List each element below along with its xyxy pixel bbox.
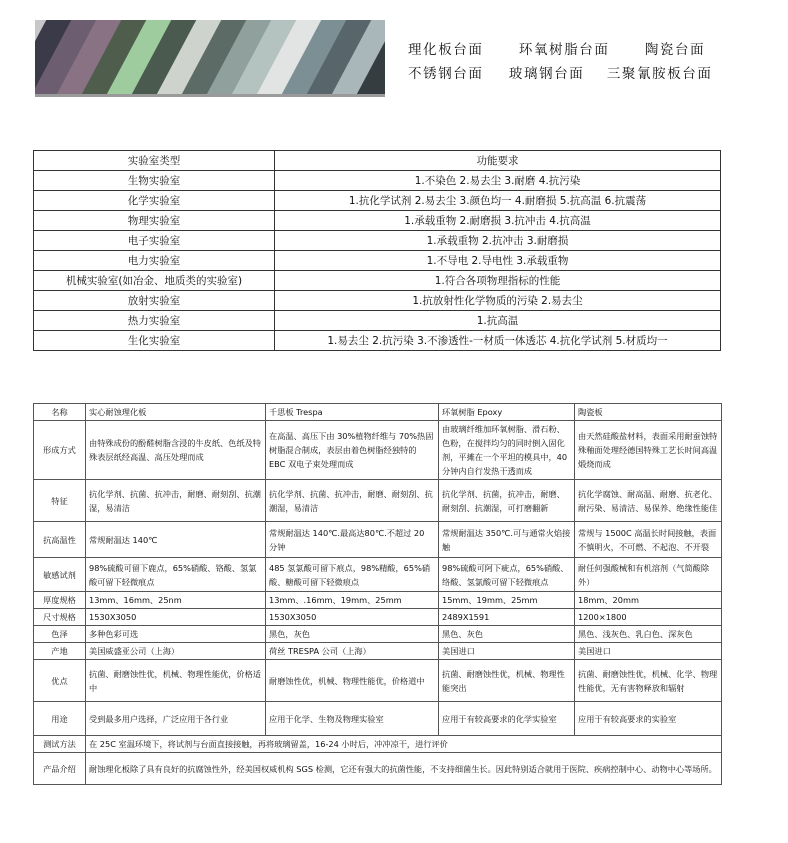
row-label: 抗高温性 — [34, 522, 86, 558]
title-stainless: 不锈钢台面 — [408, 66, 484, 82]
value-cell: 由天然硅酸盐材料，表面采用耐蚕蚀特殊釉面处理经德国特殊工艺长时间高温煅烧而成 — [575, 421, 722, 480]
title-melamine: 三聚氰胺板台面 — [606, 66, 713, 82]
value-cell: 荷丝 TRESPA 公司（上海） — [266, 643, 439, 660]
material-comparison-table — [33, 403, 722, 785]
table-row — [34, 522, 722, 558]
value-cell: 2489X1591 — [439, 609, 575, 626]
title-row-1 — [408, 38, 738, 62]
table-row — [34, 311, 721, 331]
value-cell: 抗化学剂、抗菌、抗冲击，耐磨、耐刻刮、抗潮湿，易清洁 — [86, 480, 266, 522]
title-ceramic: 陶瓷台面 — [644, 42, 706, 58]
value-cell: 常规耐温达 350℃.可与通常火焰接触 — [439, 522, 575, 558]
table-row — [34, 271, 721, 291]
value-cell: 抗菌、耐磨蚀性优，机械、物理性能突出 — [439, 660, 575, 702]
requirement-cell: 1.承载重物 2.抗冲击 3.耐磨损 — [275, 231, 721, 251]
table-row — [34, 660, 722, 702]
table-row — [34, 643, 722, 660]
test-method-row — [34, 736, 722, 753]
value-cell: 1530X3050 — [86, 609, 266, 626]
header-cell: 实心耐蚀理化板 — [86, 404, 266, 421]
intro-row — [34, 753, 722, 785]
value-cell: 13mm、16mm、25nm — [86, 592, 266, 609]
value-cell: 应用于化学、生物及物理实验室 — [266, 702, 439, 736]
value-cell: 常规耐温达 140℃.最高达80℃.不超过 20 分钟 — [266, 522, 439, 558]
table-row — [34, 480, 722, 522]
table-row — [34, 251, 721, 271]
lab-type-cell: 热力实验室 — [34, 311, 275, 331]
table-row — [34, 592, 722, 609]
test-method-text: 在 25C 室温环境下，将试剂与台面直接接触，再将玻璃留盖，16-24 小时后，冲冲凉干，进行评价 — [86, 736, 722, 753]
row-label: 形成方式 — [34, 421, 86, 480]
lab-type-cell: 生物实验室 — [34, 171, 275, 191]
value-cell: 黑色、浅灰色、乳白色、深灰色 — [575, 626, 722, 643]
header-cell: 环氧树脂 Epoxy — [439, 404, 575, 421]
lab-type-cell: 机械实验室(如冶金、地质类的实验室) — [34, 271, 275, 291]
title-frp: 玻璃钢台面 — [508, 66, 585, 82]
title-row-2 — [408, 62, 738, 86]
value-cell: 受到最多用户选择，广泛应用于各行业 — [86, 702, 266, 736]
requirement-cell: 1.承载重物 2.耐磨损 3.抗冲击 4.抗高温 — [275, 211, 721, 231]
table-header-row — [34, 404, 722, 421]
value-cell: 15mm、19mm、25mm — [439, 592, 575, 609]
requirement-cell: 1.不染色 2.易去尘 3.耐磨 4.抗污染 — [275, 171, 721, 191]
value-cell: 黑色、灰色 — [439, 626, 575, 643]
lab-type-cell: 物理实验室 — [34, 211, 275, 231]
lab-type-cell: 生化实验室 — [34, 331, 275, 351]
table-row — [34, 421, 722, 480]
requirement-cell: 1.符合各项物理指标的性能 — [275, 271, 721, 291]
value-cell: 抗化学腐蚀、耐高温、耐磨、抗老化、耐污染、易清洁、易保养、绝缘性能佳 — [575, 480, 722, 522]
lab-type-cell: 放射实验室 — [34, 291, 275, 311]
title-epoxy: 环氧树脂台面 — [518, 42, 610, 58]
header-requirements: 功能要求 — [275, 151, 721, 171]
table-row — [34, 702, 722, 736]
value-cell: 常规与 1500C 高温长时间接触，表面不慎明火，不可燃、不起泡、不开裂 — [575, 522, 722, 558]
row-label: 色泽 — [34, 626, 86, 643]
value-cell: 18mm、20mm — [575, 592, 722, 609]
value-cell: 抗化学剂、抗菌、抗冲击，耐磨、耐刻刮、抗潮湿，易清洁 — [266, 480, 439, 522]
requirement-cell: 1.抗放射性化学物质的污染 2.易去尘 — [275, 291, 721, 311]
requirement-cell: 1.不导电 2.导电性 3.承载重物 — [275, 251, 721, 271]
value-cell: 98%硫酸可留下鹿点，65%硝酸、铬酸、氢氯酸可留下轻微痕点 — [86, 558, 266, 592]
intro-text: 耐蚀理化板除了具有良好的抗腐蚀性外，经美国权威机构 SGS 检测，它还有强大的抗菌性能，不支持细菌生长。因此特别适合就用于医院、疾病控制中心、动物中心等场所。 — [86, 753, 722, 785]
requirement-cell: 1.抗高温 — [275, 311, 721, 331]
row-label: 用途 — [34, 702, 86, 736]
value-cell: 美国威盛亚公司（上海） — [86, 643, 266, 660]
row-label: 优点 — [34, 660, 86, 702]
value-cell: 耐磨蚀性优，机械、物理性能优，价格道中 — [266, 660, 439, 702]
table-row — [34, 558, 722, 592]
header-cell: 名称 — [34, 404, 86, 421]
value-cell: 抗菌、耐磨蚀性优，机械、物理性能优，价格适中 — [86, 660, 266, 702]
header-cell: 陶瓷板 — [575, 404, 722, 421]
table-row — [34, 291, 721, 311]
lab-requirements-table — [33, 150, 721, 351]
value-cell: 抗化学剂、抗菌，抗冲击，耐磨、耐刻刮、抗潮湿，可打磨翻新 — [439, 480, 575, 522]
value-cell: 由特殊成份的酚醛树脂含浸的牛皮纸、色纸及特殊表层纸经高温、高压处理而成 — [86, 421, 266, 480]
value-cell: 485 氢氯酸可留下痕点，98%精酸，65%硝酸、糖酸可留下轻微痕点 — [266, 558, 439, 592]
value-cell: 黑色，灰色 — [266, 626, 439, 643]
value-cell: 13mm、.16mm、19mm、25mm — [266, 592, 439, 609]
lab-type-cell: 电子实验室 — [34, 231, 275, 251]
value-cell: 应用于有较高要求的实验室 — [575, 702, 722, 736]
value-cell: 多种色彩可选 — [86, 626, 266, 643]
row-label: 测试方法 — [34, 736, 86, 753]
table-row — [34, 191, 721, 211]
table-row — [34, 171, 721, 191]
value-cell: 美国进口 — [575, 643, 722, 660]
table-row — [34, 331, 721, 351]
table-header-row — [34, 151, 721, 171]
value-cell: 常规耐温达 140℃ — [86, 522, 266, 558]
title-lab-board: 理化板台面 — [408, 42, 484, 58]
value-cell: 应用于有较高要求的化学实验室 — [439, 702, 575, 736]
row-label: 产品介绍 — [34, 753, 86, 785]
value-cell: 在高温、高压下由 30%植物纤维与 70%热固树脂混合制成，表层由着色树脂经独特的 EBC 双电子束处理而成 — [266, 421, 439, 480]
value-cell: 抗菌、耐磨蚀性优，机械、化学、物理性能优，无有害物释放和辐射 — [575, 660, 722, 702]
row-label: 敏感试剂 — [34, 558, 86, 592]
material-swatch-image — [35, 20, 385, 97]
row-label: 产地 — [34, 643, 86, 660]
row-label: 特征 — [34, 480, 86, 522]
value-cell: 1530X3050 — [266, 609, 439, 626]
lab-type-cell: 电力实验室 — [34, 251, 275, 271]
value-cell: 耐任何强酸械和有机溶剂（气简酸除外） — [575, 558, 722, 592]
requirement-cell: 1.易去尘 2.抗污染 3.不渗透性-一材质一体透芯 4.抗化学试剂 5.材质均一 — [275, 331, 721, 351]
requirement-cell: 1.抗化学试剂 2.易去尘 3.颜色均一 4.耐磨损 5.抗高温 6.抗震荡 — [275, 191, 721, 211]
lab-type-cell: 化学实验室 — [34, 191, 275, 211]
row-label: 厚度规格 — [34, 592, 86, 609]
header-cell: 千思板 Trespa — [266, 404, 439, 421]
row-label: 尺寸规格 — [34, 609, 86, 626]
material-titles — [408, 38, 738, 86]
table-row — [34, 609, 722, 626]
table-row — [34, 231, 721, 251]
value-cell: 由玻璃纤维加环氧树脂、滑石粉、色粉，在搅拌均匀的同时倒入固化剂，平摊在一个平坦的模具中，40 分钟内自行发热干透而成 — [439, 421, 575, 480]
value-cell: 1200×1800 — [575, 609, 722, 626]
header-lab-type: 实验室类型 — [34, 151, 275, 171]
table-row — [34, 211, 721, 231]
value-cell: 98%硫酸可阿下疵点，65%硝酸、络酸、氢氯酸可留下轻微痕点 — [439, 558, 575, 592]
table-row — [34, 626, 722, 643]
value-cell: 美国进口 — [439, 643, 575, 660]
